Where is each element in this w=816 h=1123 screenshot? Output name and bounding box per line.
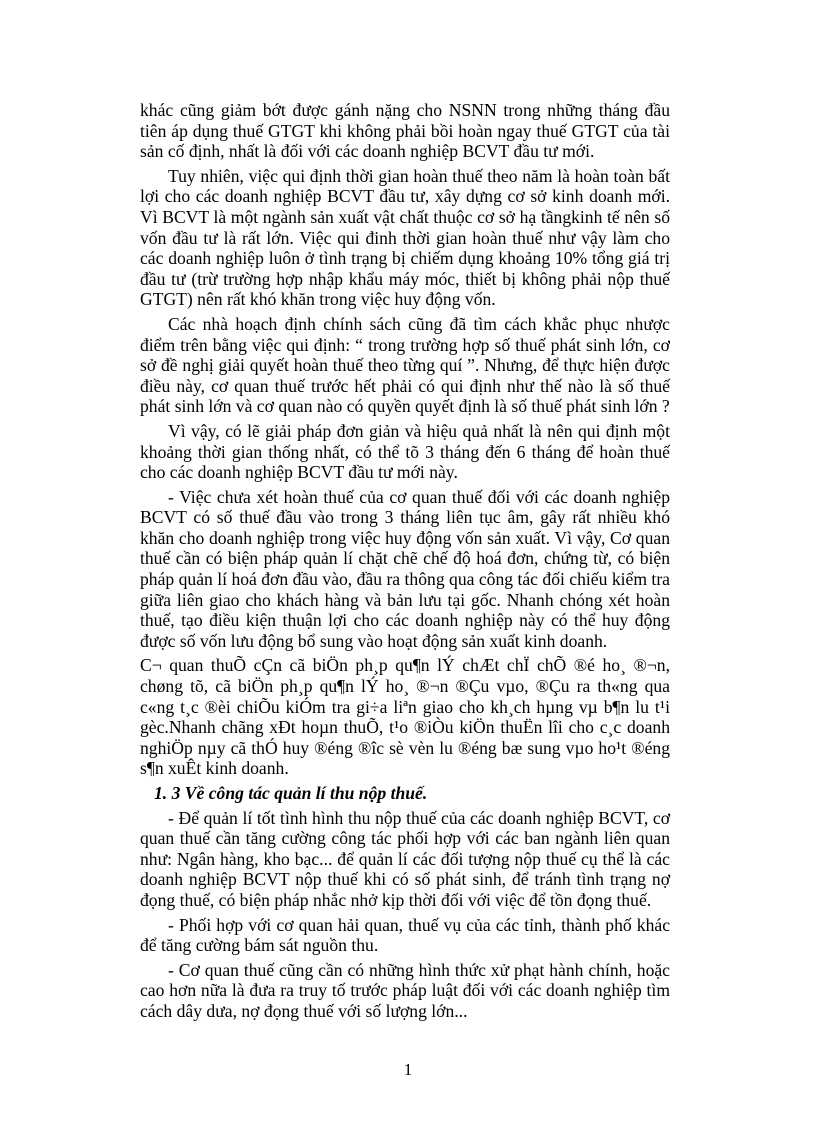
- page-number: 1: [403, 1060, 413, 1079]
- paragraph-garbled: C¬ quan thuÕ cÇn cã biÖn ph¸p qu¶n lÝ chÆt chÏ chÕ ®é ho¸ ®¬n, chøng tõ, cã biÖn ph¸p qu¶n lÝ ho¸ ®¬n ®Çu vµo, ®Çu ra th«ng qua c«ng t¸c ®èi chiÕu kiÓm tra gi÷a liªn giao cho kh¸ch hµng vµ b¶n lu t¹i gèc.Nhanh chãng xÐt hoµn thuÕ, t¹o ®iÒu kiÖn thuËn lîi cho c¸c doanh nghiÖp nµy cã thÓ huy ®éng ®îc sè vèn lu ®éng bæ sung vµo ho¹t ®éng s¶n xuÊt kinh doanh.: [140, 655, 670, 779]
- paragraph: - Phối hợp với cơ quan hải quan, thuế vụ của các tỉnh, thành phố khác để tăng cường bám sát nguồn thu.: [140, 914, 670, 956]
- paragraph: - Để quản lí tốt tình hình thu nộp thuế của các doanh nghiệp BCVT, cơ quan thuế cần tăng cường công tác phối hợp với các ban ngành liên quan như: Ngân hàng, kho bạc... để quản lí các đối tượng nộp thuế cụ thể là các doanh nghiệp BCVT nộp thuế khi có số phát sinh, để tránh tình trạng nợ đọng thuế, có biện pháp nhắc nhở kịp thời đối với việc để tồn đọng thuế.: [140, 807, 670, 910]
- paragraph: Vì vậy, có lẽ giải pháp đơn giản và hiệu quả nhất là nên qui định một khoảng thời gian thống nhất, có thể tõ 3 tháng đến 6 tháng để hoàn thuế cho các doanh nghiệp BCVT đầu tư mới này.: [140, 420, 670, 483]
- section-heading: 1. 3 Về công tác quản lí thu nộp thuế.: [154, 783, 428, 803]
- paragraph: khác cũng giảm bớt được gánh nặng cho NSNN trong những tháng đầu tiên áp dụng thuế GTGT khi không phải bồi hoàn ngay thuế GTGT của tài sản cố định, nhất là đối với các doanh nghiệp BCVT đầu tư mới.: [140, 100, 670, 162]
- paragraph: - Cơ quan thuế cũng cần có những hình thức xử phạt hành chính, hoặc cao hơn nữa là đưa ra truy tố trước pháp luật đối với các doanh nghiệp tìm cách dây dưa, nợ đọng thuế với số lượng lớn...: [140, 959, 670, 1021]
- paragraph: Tuy nhiên, việc qui định thời gian hoàn thuế theo năm là hoàn toàn bất lợi cho các doanh nghiệp BCVT đầu tư, xây dựng cơ sở kinh doanh mới. Vì BCVT là một ngành sản xuất vật chất thuộc cơ sở hạ tầngkinh tế nên số vốn đầu tư là rất lớn. Việc qui đinh thời gian hoàn thuế như vậy làm cho các doanh nghiệp luôn ở tình trạng bị chiếm dụng khoảng 10% tổng giá trị đầu tư (trừ trường hợp nhập khẩu máy móc, thiết bị không phải nộp thuế GTGT) nên rất khó khăn trong việc huy động vốn.: [140, 165, 670, 310]
- paragraph: - Việc chưa xét hoàn thuế của cơ quan thuế đối với các doanh nghiệp BCVT có số thuế đầu vào trong 3 tháng liên tục âm, gây rất nhiều khó khăn cho doanh nghiệp trong việc huy động vốn sản xuất. Vì vậy, Cơ quan thuế cần có biện pháp quản lí chặt chẽ chế độ hoá đơn, chứng từ, có biện pháp quản lí hoá đơn đầu vào, đầu ra thông qua công tác đối chiếu kiểm tra giữa liên giao cho khách hàng và bản lưu tại gốc. Nhanh chóng xét hoàn thuế, tạo điều kiện thuận lợi cho các doanh nghiệp này có thể huy động được số vốn lưu động bổ sung vào hoạt động sản xuất kinh doanh.: [140, 486, 670, 651]
- paragraph: Các nhà hoạch định chính sách cũng đã tìm cách khắc phục nhược điểm trên bằng việc qui định: “ trong trường hợp số thuế phát sinh lớn, cơ sở đề nghị giải quyết hoàn thuế theo từng quí ”. Nhưng, để thực hiện được điều này, cơ quan thuế trước hết phải có qui định như thế nào là số thuế phát sinh lớn và cơ quan nào có quyền quyết định là số thuế phát sinh lớn ?: [140, 313, 670, 417]
- document-body: [140, 100, 670, 1026]
